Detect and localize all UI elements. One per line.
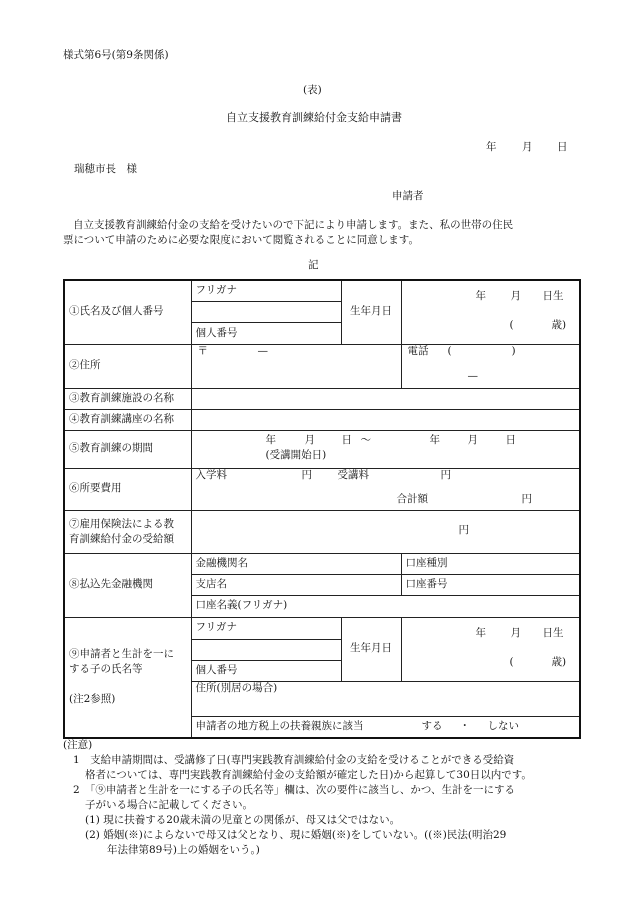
course-label: ④教育訓練講座の名称: [69, 412, 174, 425]
note-2-item-2-line-1: (2) 婚姻(※)によらないで母又は父となり、現に婚姻(※)をしていない。((※)民法(明治29: [85, 829, 507, 841]
bank-label-cell: [64, 553, 191, 617]
child-kojin-number-field[interactable]: [191, 639, 341, 681]
benefit-label-line-1: ⑦雇用保険法による教: [69, 517, 174, 530]
total-label: 合計額: [396, 493, 428, 505]
tuition-fee-yen: 円: [440, 469, 451, 481]
benefit-yen: 円: [458, 523, 469, 536]
note-1-line-2: 格者については、専門実践教育訓練給付金の支給額が確定した日)から起算して30日以内です。: [85, 769, 532, 781]
dependent-field[interactable]: [191, 716, 580, 738]
child-label-line-1: ⑨申請者と生計を一に: [69, 648, 174, 661]
branch-label: 支店名: [195, 577, 227, 590]
account-holder-label: 口座名義(フリガナ): [195, 599, 288, 612]
child-kojin-number-label: 個人番号: [195, 663, 238, 676]
cost-label-cell: [64, 468, 191, 510]
account-number-label: 口座番号: [405, 577, 448, 590]
applicant-label: 申請者: [392, 190, 424, 202]
child-label-cell: [64, 617, 191, 738]
phone-dash: —: [467, 369, 478, 382]
benefit-label-line-2: 育訓練給付金の受給額: [69, 532, 174, 545]
account-number-field[interactable]: [401, 574, 580, 595]
notes-heading: (注意): [63, 739, 93, 751]
branch-field[interactable]: [191, 574, 401, 595]
total-yen: 円: [521, 493, 532, 505]
child-dob-field[interactable]: [401, 617, 580, 681]
child-furigana-field[interactable]: [191, 617, 341, 639]
dob-field[interactable]: [401, 280, 580, 344]
period-tilde: 〜: [360, 434, 371, 446]
intro-line-1: 自立支援教育訓練給付金の支給を受けたいので下記により申請します。また、私の世帯の住民: [73, 219, 514, 231]
phone-label: 電話: [407, 344, 429, 357]
note-2-item-2-line-2: 年法律第89号)上の婚姻をいう。): [107, 844, 260, 856]
period-start-note: (受講開始日): [265, 449, 327, 461]
period-end-day: 日: [505, 434, 516, 446]
furigana-field[interactable]: [191, 280, 341, 301]
admission-fee-yen: 円: [301, 469, 312, 481]
period-label-cell: [64, 430, 191, 468]
period-end-year: 年: [429, 434, 440, 446]
dependent-label: 申請者の地方税上の扶養親族に該当: [195, 719, 364, 732]
phone-open: (: [447, 344, 452, 357]
phone-field[interactable]: [401, 344, 580, 388]
address-label-cell: [64, 344, 191, 388]
ki-label: 記: [308, 259, 319, 271]
dob-year-label: 年: [475, 290, 486, 303]
address-label: ②住所: [69, 359, 101, 372]
account-type-label: 口座種別: [405, 556, 448, 569]
furigana-label: フリガナ: [195, 283, 237, 296]
date-month-label: 月: [522, 141, 533, 153]
application-table: [63, 279, 581, 739]
child-age-close: 歳): [551, 656, 567, 668]
note-2-line-2: 子がいる場合に記載してください。: [85, 799, 253, 811]
period-start-day: 日: [341, 434, 352, 446]
form-number: 様式第6号(第9条関係): [63, 49, 169, 61]
dependent-no-option[interactable]: しない: [487, 719, 519, 732]
facility-field[interactable]: [191, 388, 580, 409]
kojin-number-field[interactable]: [191, 301, 341, 344]
dob-month-label: 月: [510, 290, 521, 303]
dob-label-cell: [341, 280, 401, 344]
dob-day-label: 日生: [542, 290, 564, 303]
course-label-cell: [64, 409, 191, 430]
form-title: 自立支援教育訓練給付金支給申請書: [226, 111, 402, 124]
form-side-label: (表): [303, 84, 322, 96]
period-field[interactable]: [191, 430, 580, 468]
child-dob-label: 生年月日: [350, 642, 392, 655]
intro-line-2: 票について申請のために必要な限度において閲覧されることに同意します。: [63, 234, 419, 246]
address-field[interactable]: [191, 344, 401, 388]
addressee: 瑞穂市長 様: [74, 163, 137, 175]
name-label: ①氏名及び個人番号: [69, 305, 164, 318]
notes-section: [63, 738, 583, 858]
child-address-label: 住所(別居の場合): [195, 681, 278, 694]
child-label-line-2: する子の氏名等: [69, 663, 143, 676]
tuition-fee-label: 受講料: [337, 469, 369, 481]
name-label-cell: [64, 280, 191, 344]
note-2-line-1: 2 「⑨申請者と生計を一にする子の氏名等」欄は、次の要件に該当し、かつ、生計を一にする: [73, 784, 516, 796]
note-1-line-1: 1 支給申請期間は、受講修了日(専門実践教育訓練給付金の支給を受けることができる受給資: [73, 754, 515, 766]
child-dob-day-label: 日生: [542, 627, 564, 639]
course-field[interactable]: [191, 409, 580, 430]
benefit-label-cell: [64, 510, 191, 553]
account-type-field[interactable]: [401, 553, 580, 574]
benefit-field[interactable]: [191, 510, 580, 553]
period-start-year: 年: [265, 434, 276, 446]
admission-fee-label: 入学料: [195, 469, 227, 481]
note-2-item-1: (1) 現に扶養する20歳未満の児童との関係が、母又は父ではない。: [85, 814, 401, 826]
facility-label-cell: [64, 388, 191, 409]
child-label-note: (注2参照): [69, 693, 116, 706]
child-dob-label-cell: [341, 617, 401, 681]
period-end-month: 月: [467, 434, 478, 446]
date-day-label: 日: [557, 141, 568, 153]
facility-label: ③教育訓練施設の名称: [69, 391, 174, 404]
account-holder-field[interactable]: [191, 595, 580, 617]
child-age-open: (: [509, 656, 514, 668]
dependent-separator: ・: [459, 719, 470, 732]
age-open: (: [509, 319, 514, 332]
date-year-label: 年: [486, 141, 497, 153]
period-label: ⑤教育訓練の期間: [69, 442, 153, 455]
phone-close: ): [511, 344, 516, 357]
child-furigana-label: フリガナ: [195, 621, 237, 634]
bank-name-label: 金融機関名: [195, 556, 248, 569]
cost-field[interactable]: [191, 468, 580, 510]
dependent-yes-option[interactable]: する: [421, 719, 443, 732]
postal-dash: —: [257, 344, 268, 357]
bank-name-field[interactable]: [191, 553, 401, 574]
child-address-field[interactable]: [191, 681, 580, 716]
child-dob-year-label: 年: [475, 627, 486, 639]
dob-label: 生年月日: [350, 305, 392, 318]
kojin-number-label: 個人番号: [195, 326, 238, 339]
postal-mark: 〒: [197, 344, 208, 357]
period-start-month: 月: [304, 434, 315, 446]
bank-label: ⑧払込先金融機関: [69, 578, 153, 591]
cost-label: ⑥所要費用: [69, 482, 122, 495]
child-dob-month-label: 月: [510, 627, 521, 639]
age-close: 歳): [551, 319, 567, 332]
